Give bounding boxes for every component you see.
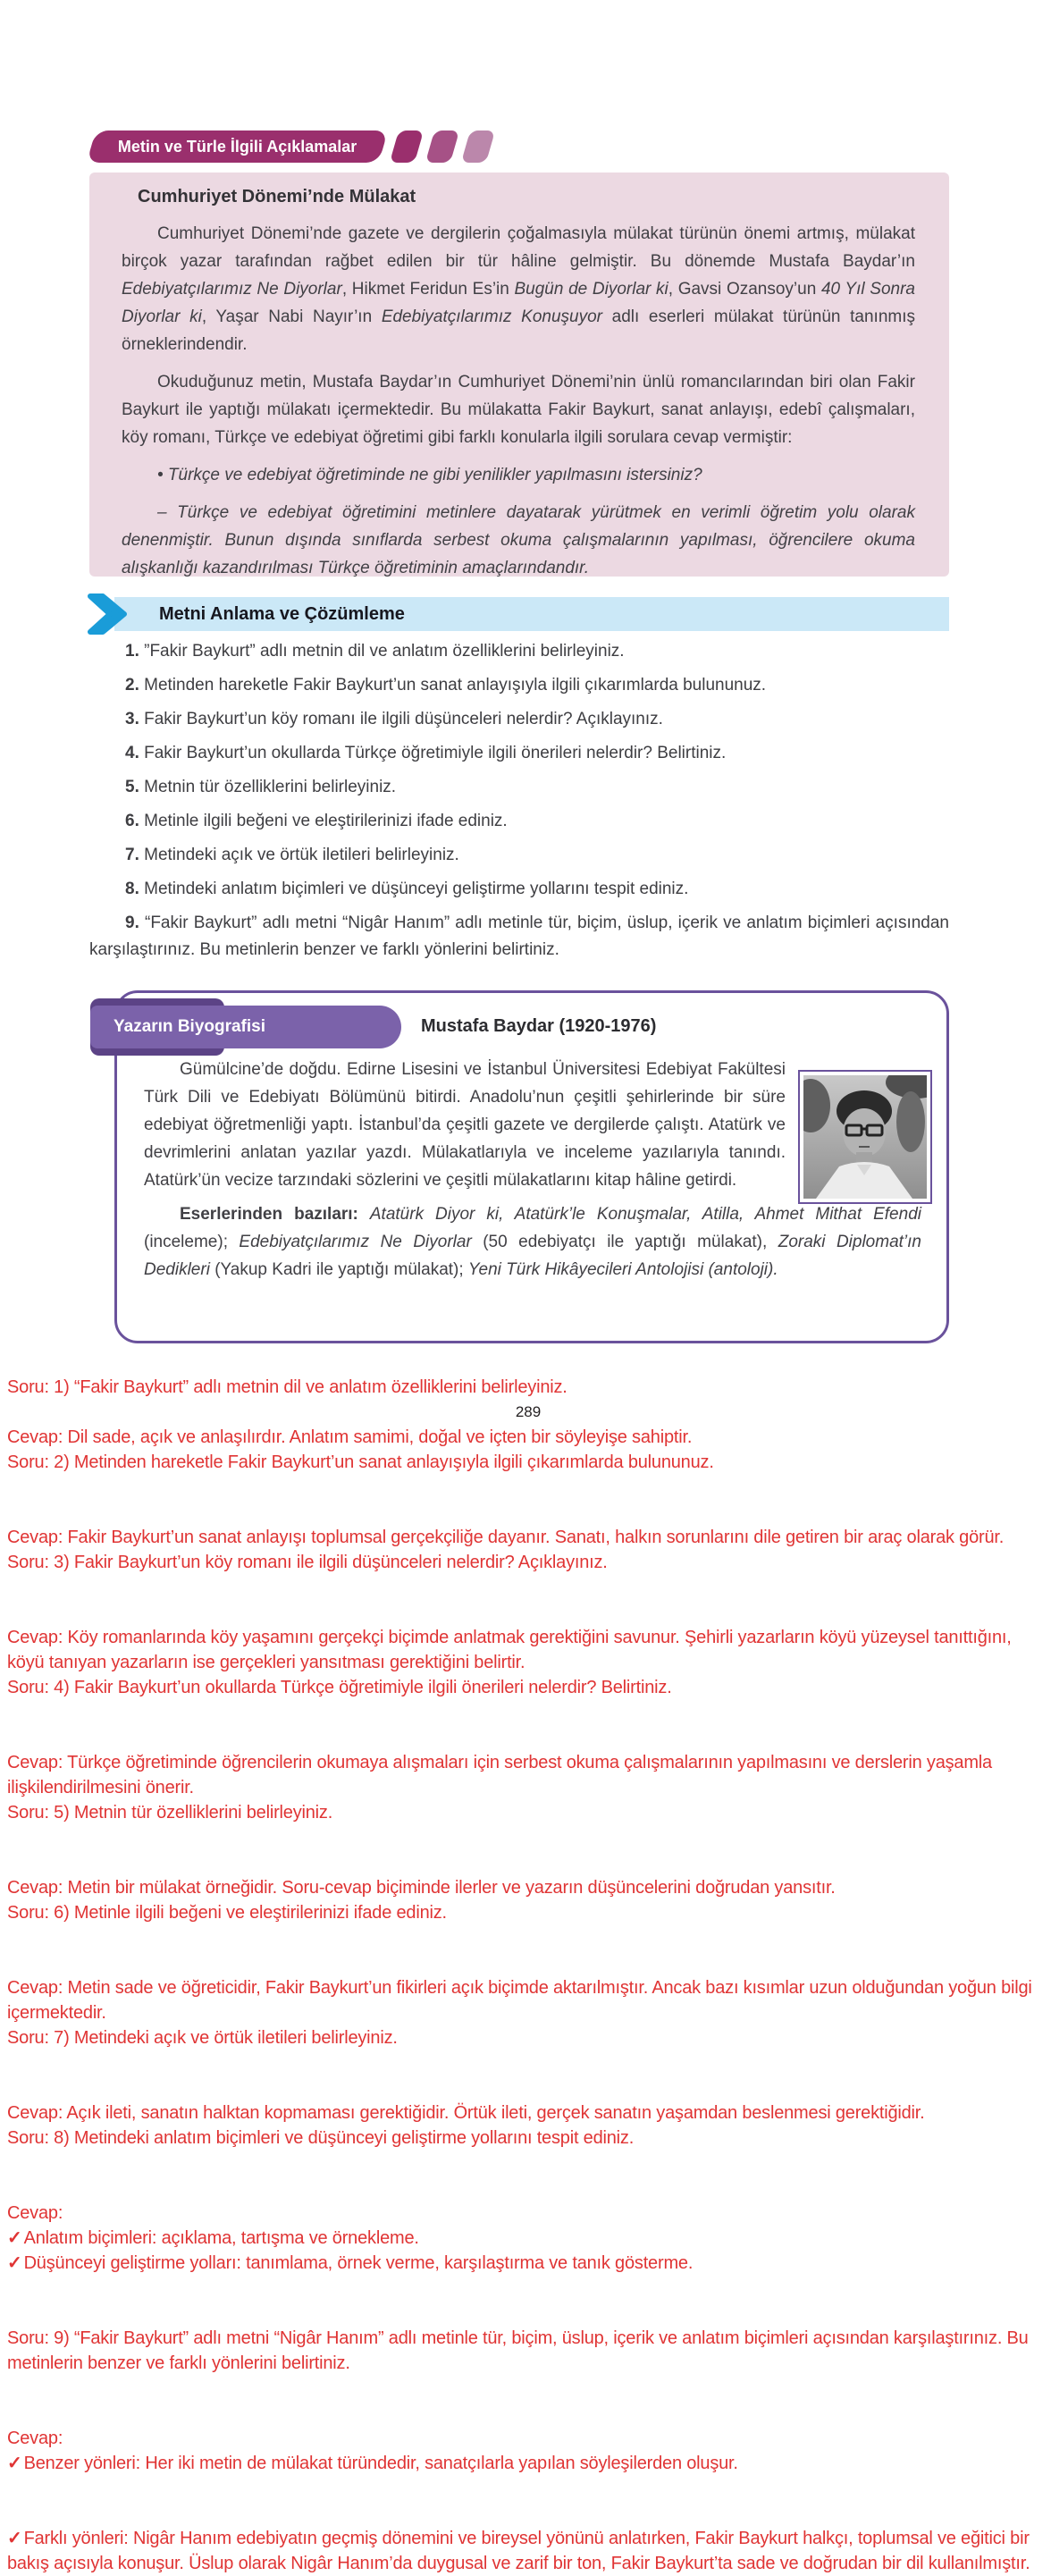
blank-line [7,2276,1049,2301]
blank-line [7,1475,1049,1500]
intro-paragraph [122,499,915,577]
question-item: 2. Metinden hareketle Fakir Baykurt’un sanat anlayışıyla ilgili çıkarımlarda bulununuz. [125,676,767,695]
intro-box [89,173,949,577]
blank-line [7,2401,1049,2426]
author-portrait-photo-icon [803,1075,927,1199]
question-item: 7. Metindeki açık ve örtük iletileri belirleyiniz. [125,846,459,864]
text-segment: Edebiyatçılarımız Ne Diyorlar [239,1233,472,1251]
text-segment: Okuduğunuz metin, Mustafa Baydar’ın Cumhuriyet Dönemi’nin ünlü romancılarından biri olan Fakir Baykurt ile yaptığı mülakatı içermektedir. Bu mülakatta Fakir Baykurt, sanat anlayışı, edebî çalışmaları, köy romanı, Türkçe ve edebiyat öğretimi gibi farklı konularla ilgili sorulara cevap vermiştir: [122,373,915,447]
blank-line [7,1500,1049,1525]
question-number: 3. [125,710,145,728]
question-number: 9. [125,913,145,932]
biography-body-text: Gümülcine’de doğdu. Edirne Lisesini ve İstanbul Üniversitesi Edebiyat Fakültesi Türk Dili ve Edebiyatı Bölümünü bitirdi. Anadolu’nun çeşitli şehirlerinde bir süre edebiyat öğretmenliği yaptı. İstanbul’da çeşitli gazete ve dergilerde çalıştı. Atatürk ve devrimlerini anlatan yazılar yazdı. Mülakatlarıyla ve inceleme yazılarıyla tanındı. Atatürk’ün vecize tarzındaki sözlerini ve çeşitli mülakatlarını kitap hâline getirdi. [144,1060,786,1190]
blank-line [7,1825,1049,1850]
answer-line-answer: Cevap: Dil sade, açık ve anlaşılırdır. Anlatım samimi, doğal ve içten bir söyleyişe sahiptir. [7,1427,693,1447]
text-segment: Bugün de Diyorlar ki [514,280,668,299]
answer-line-answer: Cevap: Fakir Baykurt’un sanat anlayışı toplumsal gerçekçiliğe dayanır. Sanatı, halkın sorunlarını dile getiren bir araç olarak görür. [7,1528,1005,1547]
question-number: 1. [125,642,145,661]
text-segment: (inceleme); [144,1233,240,1251]
biography-badge: Yazarın Biyografisi [90,1006,401,1048]
answer-line-answer: Cevap: Açık ileti, sanatın halktan kopmaması gerektiğidir. Örtük ileti, gerçek sanatın yaşamdan beslenmesi gerektiğidir. [7,2103,925,2123]
question-number: 8. [125,880,145,898]
answer-line-question: Soru: 2) Metinden hareketle Fakir Baykurt’un sanat anlayışıyla ilgili çıkarımlarda bulununuz. [7,1452,714,1472]
text-segment: Cumhuriyet Dönemi’nde gazete ve dergilerin çoğalmasıyla mülakat türünün önemi artmış, mülakat birçok yazar tarafından rağbet edilen bir tür hâline gelmiştir. Bu dönemde Mustafa Baydar’ın [122,224,915,271]
question-number: 2. [125,676,145,695]
questions-list [89,638,949,971]
answer-line-question: Soru: 3) Fakir Baykurt’un köy romanı ile ilgili düşünceleri nelerdir? Açıklayınız. [7,1553,608,1572]
text-segment: 40 Yıl Sonra Diyorlar ki [122,280,915,326]
answer-line-question: Soru: 6) Metinle ilgili beğeni ve eleştirilerinizi ifade ediniz. [7,1903,447,1923]
answer-line-answer: Cevap: Metin sade ve öğreticidir, Fakir Baykurt’un fikirleri açık biçimde aktarılmıştır. Ancak bazı kısımlar uzun olduğundan yoğun bilgi içermektedir. [7,1978,1032,2023]
blank-line [7,2075,1049,2100]
answer-line-question: Soru: 7) Metindeki açık ve örtük iletileri belirleyiniz. [7,2028,398,2048]
text-segment: (Yakup Kadri ile yaptığı mülakat); [209,1260,468,1279]
question-number: 5. [125,778,145,796]
check-icon: ✓ [7,2529,22,2548]
blank-line [7,2301,1049,2326]
section-title-badge-label: Metin ve Türle İlgili Açıklamalar [118,137,357,156]
blank-line [7,1700,1049,1725]
text-segment: – Türkçe ve edebiyat öğretimini metinlere dayatarak yürütmek en verimli öğretim yolu olarak denenmiştir. Bunun dışında sınıflarda serbest okuma çalışmalarının yapılması, öğrencilere okuma alışkanlığı kazandırılması Türkçe öğretiminin amaçlarındandır. [122,503,915,577]
text-segment: Edebiyatçılarımız Ne Diyorlar [122,280,342,299]
text-segment: Yeni Türk Hikâyecileri Antolojisi (antoloji). [467,1260,778,1279]
text-segment: , Gavsi Ozansoy’un [668,280,821,299]
text-segment: , Yaşar Nabi Nayır’ın [201,307,382,326]
blank-line [7,2501,1049,2526]
answer-line-question: Soru: 9) “Fakir Baykurt” adlı metni “Nigâr Hanım” adlı metinle tür, biçim, üslup, içerik ve anlatım biçimleri açısından karşılaştırınız. Bu metinlerin benzer ve farklı yönlerini belirtiniz. [7,2328,1029,2373]
question-item: 1. ”Fakir Baykurt” adlı metnin dil ve anlatım özelliklerini belirleyiniz. [125,642,625,661]
question-number: 7. [125,846,145,864]
intro-box-title: Cumhuriyet Dönemi’nde Mülakat [138,187,416,206]
blank-line [7,1950,1049,1975]
section-title-badge-shape [87,130,389,163]
question-item: 9. “Fakir Baykurt” adlı metni “Nigâr Hanım” adlı metinle tür, biçim, üslup, içerik ve anlatım biçimleri açısından karşılaştırınız. Bu metinlerin benzer ve farklı yönlerini belirtiniz. [89,913,949,959]
section-header-label: Metni Anlama ve Çözümleme [159,603,405,624]
check-icon: ✓ [7,2253,22,2273]
chevron-right-icon [88,591,129,637]
text-segment: adlı eserleri mülakat türünün tanınmış örneklerindendir. [122,307,915,354]
slash-decoration-icon [390,130,424,163]
section-title-badge [91,130,491,163]
answer-line-question: Soru: 8) Metindeki anlatım biçimleri ve düşünceyi geliştirme yollarını tespit ediniz. [7,2128,635,2148]
answer-line-answer: Cevap: Köy romanlarında köy yaşamını gerçekçi biçimde anlatmak gerektiğini savunur. Şehirli yazarların köyü yüzeysel tanıttığını, köyü tanıyan yazarların ise gerçekleri yansıtması gerektiğini belirtir. [7,1628,1012,1672]
answer-line-answer: Cevap: Metin bir mülakat örneğidir. Soru-cevap biçiminde ilerler ve yazarın düşüncelerini doğrudan yansıtır. [7,1878,836,1898]
intro-paragraph [122,220,915,358]
answer-line-check: ✓ Farklı yönleri: Nigâr Hanım edebiyatın geçmiş dönemini ve bireysel yönünü anlatırken, Fakir Baykurt halkçı, toplumsal ve eğitici bir bakış açısıyla konuşur. Üslup olarak Nigâr Hanım’da duygusal ve zarif bir ton, Fakir Baykurt’ta sade ve doğrudan bir dil kullanılmıştır. [7,2529,1030,2573]
blank-line [7,1600,1049,1625]
blank-line [7,2151,1049,2176]
author-photo [798,1070,932,1204]
question-item: 4. Fakir Baykurt’un okullarda Türkçe öğretimiyle ilgili önerileri nelerdir? Belirtiniz. [125,744,727,762]
text-segment: Zoraki Diplomat’ın Dedikleri [144,1233,921,1279]
blank-line [7,1725,1049,1750]
text-segment: , Hikmet Feridun Es’in [341,280,515,299]
question-item: 5. Metnin tür özelliklerini belirleyiniz. [125,778,397,796]
answer-line-answer: Cevap: [7,2429,63,2448]
check-icon: ✓ [7,2228,22,2248]
blank-line [7,2050,1049,2075]
biography-works-text [144,1200,921,1284]
answer-line-check: ✓ Benzer yönleri: Her iki metin de mülakat türündedir, sanatçılarla yapılan söyleşilerden oluşur. [7,2454,738,2473]
question-number: 6. [125,812,145,830]
text-segment: Eserlerinden bazıları: [180,1205,370,1224]
section-header-bar [114,597,949,631]
slash-decoration-icon [425,130,459,163]
answer-line-question: Soru: 1) “Fakir Baykurt” adlı metnin dil ve anlatım özelliklerini belirleyiniz. [7,1377,568,1397]
text-segment: (50 edebiyatçı ile yaptığı mülakat), [471,1233,778,1251]
intro-paragraph [122,368,915,451]
answer-line-question: Soru: 4) Fakir Baykurt’un okullarda Türkçe öğretimiyle ilgili önerileri nelerdir? Belirtiniz. [7,1678,672,1697]
blank-line [7,1575,1049,1600]
answers-section [7,1375,1049,2576]
blank-line [7,1850,1049,1875]
blank-line [7,1925,1049,1950]
text-segment: • Türkçe ve edebiyat öğretiminde ne gibi yenilikler yapılmasını istersiniz? [157,466,702,484]
biography-author-title: Mustafa Baydar (1920-1976) [421,1016,657,1036]
answer-line-question: Soru: 5) Metnin tür özelliklerini belirleyiniz. [7,1803,333,1823]
answer-line-answer: Cevap: Türkçe öğretiminde öğrencilerin okumaya alışmaları için serbest okuma çalışmalarının yapılmasını ve derslerin yaşamla ilişkilendirilmesini önerir. [7,1753,992,1797]
question-number: 4. [125,744,145,762]
question-item: 6. Metinle ilgili beğeni ve eleştirilerinizi ifade ediniz. [125,812,508,830]
blank-line [7,2176,1049,2201]
intro-box-paragraphs [122,220,915,577]
answer-line-check: ✓ Anlatım biçimleri: açıklama, tartışma ve örnekleme. [7,2228,419,2248]
check-icon: ✓ [7,2454,22,2473]
blank-line [7,2376,1049,2401]
question-item: 8. Metindeki anlatım biçimleri ve düşünceyi geliştirme yollarını tespit ediniz. [125,880,689,898]
text-segment: Edebiyatçılarımız Konuşuyor [381,307,603,326]
question-item: 3. Fakir Baykurt’un köy romanı ile ilgili düşünceleri nelerdir? Açıklayınız. [125,710,663,728]
text-segment: Atatürk Diyor ki, Atatürk’le Konuşmalar, Atilla, Ahmet Mithat Efendi [369,1205,921,1224]
biography-box [114,990,949,1343]
answer-line-answer: Cevap: [7,2203,63,2223]
answer-line-check: ✓ Düşünceyi geliştirme yolları: tanımlama, örnek verme, karşılaştırma ve tanık gösterme. [7,2253,694,2273]
slash-decoration-icon [461,130,495,163]
page-number: 289 [515,1403,542,1420]
blank-line [7,2476,1049,2501]
intro-paragraph [122,461,915,489]
